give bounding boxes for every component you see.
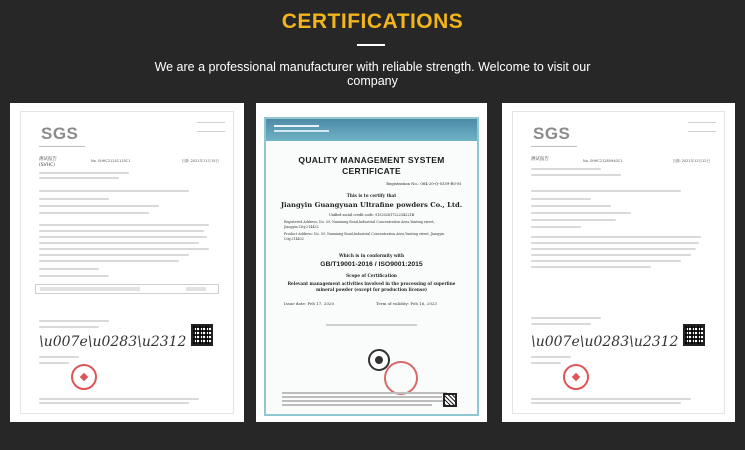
iso-certificate-document: [264, 117, 479, 416]
red-seal-stamp: [563, 364, 589, 390]
text-line: [39, 190, 189, 192]
logo-underline: [531, 146, 577, 147]
text-line: [531, 254, 691, 256]
header-mark: [197, 122, 225, 132]
text-line: [39, 242, 199, 244]
title-divider: [357, 44, 385, 46]
footer-text: [531, 402, 681, 404]
report-number: No. SHHC21280940C1: [583, 159, 623, 163]
scope-line-1: Relevant management activities involved in the processing of superfine: [287, 281, 456, 286]
signer-name: [39, 356, 79, 358]
standard: GB/T19001-2016 / ISO9001:2015: [320, 261, 423, 268]
report-date: 日期: 2021年11月15日: [181, 159, 219, 163]
text-line: [39, 230, 204, 232]
credit-code: Unified social credit code: 91320281722234221B: [328, 213, 415, 217]
text-line: [39, 236, 207, 238]
product-address-2: City,214432: [284, 237, 304, 241]
text-line: [531, 219, 616, 221]
product-address: Product Address: No. 59, Nanxiang Road,Industrial Concentration Area,Yunting street, Jiangyin: [284, 232, 445, 236]
red-seal-stamp: [71, 364, 97, 390]
scope-line-2: mineral powder (except for production license): [316, 287, 427, 292]
text-line: [531, 242, 699, 244]
certificate-header-band: [266, 119, 477, 141]
text-line: [531, 266, 651, 268]
text-line: [39, 254, 189, 256]
scope-label: Scope of Certification: [346, 273, 397, 278]
qr-code: [683, 324, 705, 346]
text-line: [531, 205, 611, 207]
text-line: [531, 260, 681, 262]
signer-title: [531, 362, 561, 364]
text-line: [39, 326, 99, 328]
text-line: [39, 198, 109, 200]
report-heading: 测试报告: [531, 157, 549, 162]
text-line: [39, 172, 129, 174]
text-line: [531, 190, 681, 192]
text-line: [39, 268, 99, 270]
text-line: [531, 317, 601, 319]
qr-code: [191, 324, 213, 346]
conformity-text: Which is in conformity with: [338, 253, 405, 258]
text-line: [531, 198, 591, 200]
certify-text: This is to certify that: [346, 193, 397, 198]
qr-code: [443, 393, 457, 407]
signature: \u007e\u0283\u2312: [39, 334, 187, 350]
issue-date: Issue date: Feb 17, 2020: [284, 301, 335, 306]
text-line: [531, 323, 591, 325]
text-line: [39, 177, 119, 179]
sgs-report-document: [20, 111, 234, 414]
footer-text: [531, 398, 691, 400]
text-line: [531, 248, 696, 250]
header-mark: [688, 122, 716, 132]
registered-address: Registered Address: No. 59, Nanxiang Road,Industrial Concentration Area,Yunting street,: [284, 220, 435, 224]
company-name: Jiangyin Guangyuan Ultrafine powders Co., Ltd.: [280, 201, 463, 209]
sgs-logo: SGS: [41, 124, 79, 143]
report-number: No. SHHC21241115C1: [91, 159, 131, 163]
registered-address-2: Jiangyin City,214432: [284, 225, 319, 229]
text-line: [531, 226, 581, 228]
validity-term: Term of validity: Feb 16, 2023: [376, 301, 437, 306]
certificate-title: QUALITY MANAGEMENT SYSTEM CERTIFICATE: [298, 155, 445, 176]
signature-line: [326, 324, 417, 326]
page-title: CERTIFICATIONS: [281, 10, 464, 33]
certificate-card-iso9001[interactable]: [256, 103, 487, 422]
text-line: [39, 320, 109, 322]
signer-title: [39, 362, 69, 364]
text-line: [39, 205, 159, 207]
report-date: 日期: 2021年12月12日: [672, 159, 710, 163]
certificate-footer: [282, 389, 461, 409]
sgs-report-document: [512, 111, 725, 414]
sgs-logo: SGS: [533, 124, 571, 143]
text-line: [531, 212, 631, 214]
text-line: [39, 212, 149, 214]
text-line: [39, 260, 179, 262]
text-line: [39, 275, 109, 277]
footer-text: [39, 402, 189, 404]
report-heading: 测试报告 (SVHC): [39, 157, 57, 168]
logo-underline: [39, 146, 85, 147]
text-line: [531, 168, 601, 170]
text-line: [531, 236, 701, 238]
signer-name: [531, 356, 571, 358]
result-table: [35, 284, 219, 294]
text-line: [39, 248, 209, 250]
signature: \u007e\u0283\u2312: [531, 334, 679, 350]
text-line: [531, 174, 621, 176]
page-subtitle: We are a professional manufacturer with reliable strength. Welcome to visit our company: [154, 60, 591, 88]
certificate-card-sgs-svhc[interactable]: [10, 103, 244, 422]
text-line: [39, 224, 209, 226]
registration-number: Registration No.: 064-20-Q-0339-R0-M: [386, 181, 461, 186]
certificate-card-sgs-report[interactable]: [502, 103, 735, 422]
footer-text: [39, 398, 199, 400]
